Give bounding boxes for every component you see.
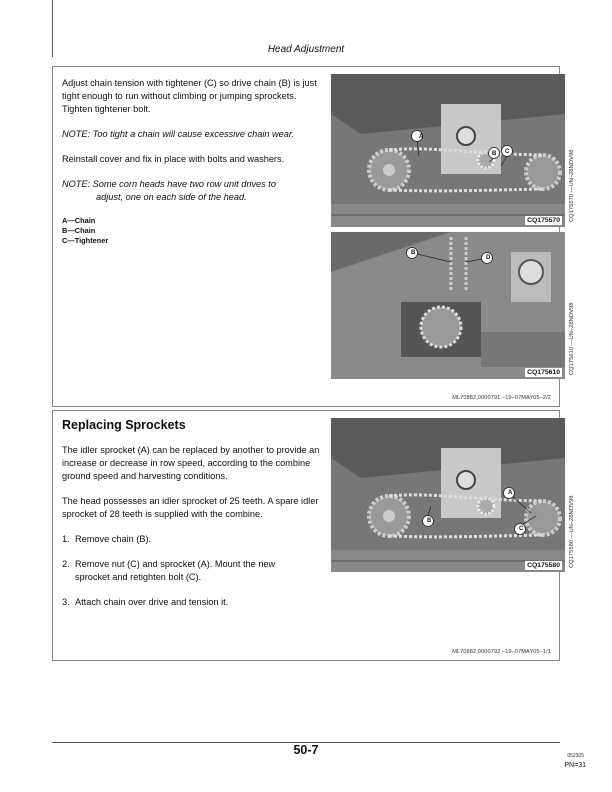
photo-sprocket-drive — [331, 74, 565, 227]
step-number: 1. — [62, 534, 70, 544]
reference-code: ML70882,0000791 –19–07MAY05–2/2 — [452, 395, 551, 401]
step-item — [62, 533, 320, 546]
callout-layer — [331, 418, 565, 572]
page-header: Head Adjustment — [267, 44, 345, 55]
footer-code: 052305 — [567, 753, 584, 759]
callout-layer — [331, 232, 565, 379]
paragraph: Adjust chain tension with tightener (C) so drive chain (B) is just tight enough to run without climbing or jumping sprockets. Tighten tightener bolt. — [62, 78, 317, 114]
note — [62, 178, 320, 204]
step-text-continued: sprocket and retighten bolt (C). — [75, 572, 202, 582]
legend-item: B—Chain — [62, 226, 96, 235]
photo-idler-sprocket — [331, 418, 565, 572]
note-line: NOTE: Some corn heads have two row unit drives to — [62, 179, 276, 189]
text-column — [62, 419, 320, 621]
legend-item: C—Tightener — [62, 236, 109, 245]
figure-side-code: CQ175610 —UN–28NOV98 — [569, 302, 575, 375]
text-column — [62, 77, 320, 246]
callout-a: A — [419, 134, 424, 140]
note: NOTE: Too tight a chain will cause excessive chain wear. — [62, 129, 295, 139]
step-list — [62, 533, 320, 609]
callout-c: C — [519, 526, 524, 532]
paragraph: The idler sprocket (A) can be replaced by another to provide an increase or decrease in row speed, according to the combine ground speed and harvesting conditions. — [62, 445, 320, 481]
page-number: 50-7 — [293, 743, 319, 757]
callout-c: C — [505, 149, 510, 155]
photo-tightener — [331, 232, 565, 379]
callout-d: D — [486, 255, 491, 261]
callout-b: B — [411, 250, 416, 256]
figure-code: CQ175580 — [527, 562, 560, 569]
step-item — [62, 558, 320, 584]
note-line: adjust, one on each side of the head. — [96, 192, 247, 202]
legend — [62, 216, 320, 246]
reference-code: ML70882,0000792 –19–07MAY05–1/1 — [452, 649, 551, 655]
legend-item: A—Chain — [62, 216, 96, 225]
section-chain-tension — [52, 66, 575, 407]
section-title: Replacing Sprockets — [62, 418, 186, 432]
pn-number: PN=31 — [564, 762, 586, 769]
step-text: Remove chain (B). — [75, 534, 152, 544]
step-text: Attach chain over drive and tension it. — [75, 597, 229, 607]
step-text: Remove nut (C) and sprocket (A). Mount the new — [75, 559, 276, 569]
step-number: 2. — [62, 559, 70, 569]
figure-side-code: CQ175570 —UN–28NOV98 — [569, 149, 575, 222]
paragraph: Reinstall cover and fix in place with bolts and washers. — [62, 154, 285, 164]
figure-code: CQ175570 — [527, 217, 560, 224]
callout-layer — [331, 74, 565, 227]
paragraph: The head possesses an idler sprocket of 25 teeth. A spare idler sprocket of 28 teeth is supplied with the combine. — [62, 496, 319, 519]
figure-side-code: CQ175580 —UN–28NOV98 — [569, 495, 575, 568]
step-number: 3. — [62, 597, 70, 607]
callout-b: B — [427, 518, 432, 524]
figure-code: CQ175610 — [527, 369, 560, 376]
section-replacing-sprockets — [52, 410, 575, 661]
callout-b: B — [492, 151, 497, 157]
step-item — [62, 596, 320, 609]
callout-a: A — [508, 490, 513, 496]
